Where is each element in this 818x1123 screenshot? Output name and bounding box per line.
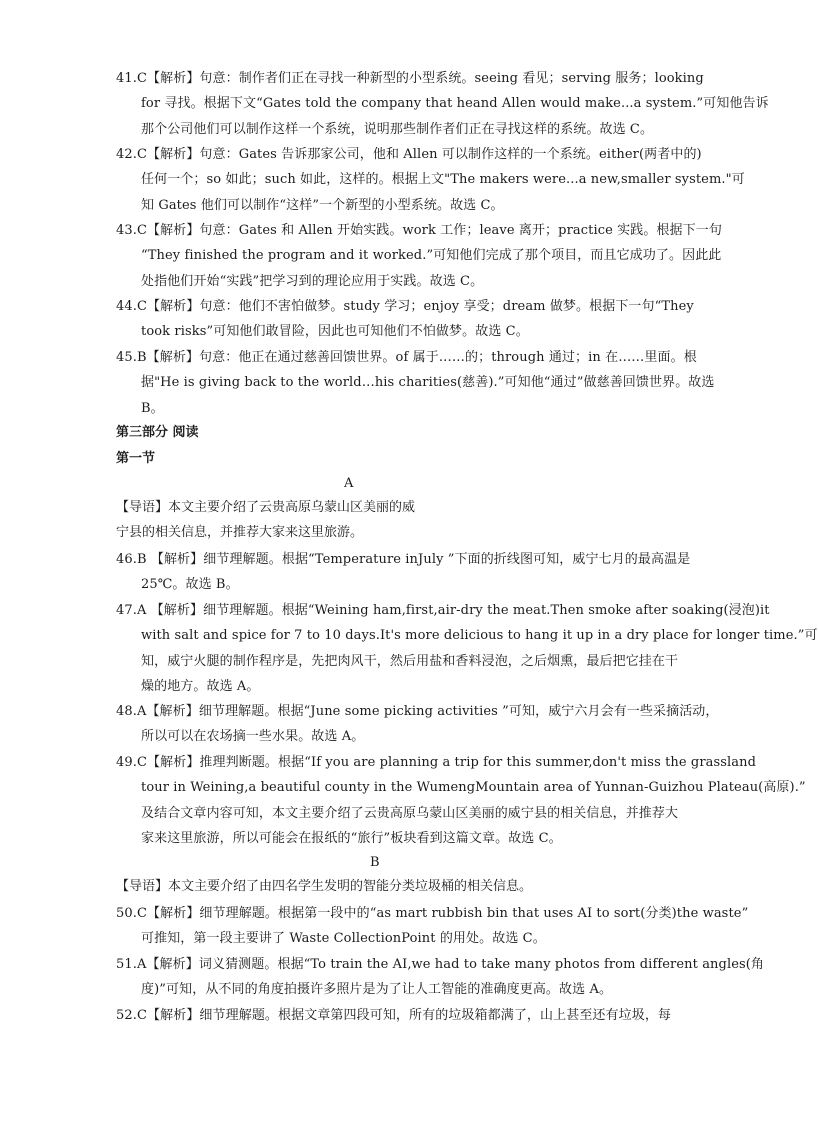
answer-51 <box>116 952 765 1003</box>
answer-41-line-2: for 寻找。根据下文“Gates told the company that heand Allen would make...a system.”可知他告诉 <box>141 96 769 112</box>
subsection-title: 第一节 <box>116 451 156 466</box>
passage-b-label: B <box>370 855 380 870</box>
guide-b-line-1: 【导语】本文主要介绍了由四名学生发明的智能分类垃圾桶的相关信息。 <box>116 879 533 894</box>
answer-44-line-2: took risks”可知他们敢冒险，因此也可知他们不怕做梦。故选 C。 <box>141 324 529 340</box>
section-title: 第三部分 阅读 <box>116 425 199 440</box>
answer-42-line-3: 知 Gates 他们可以制作“这样”一个新型的小型系统。故选 C。 <box>141 197 504 213</box>
answer-52-line-1: 52.C【解析】细节理解题。根据文章第四段可知，所有的垃圾箱都满了，山上甚至还有垃圾，每 <box>116 1008 672 1023</box>
guide-a <box>116 495 716 546</box>
answer-49-line-1: 49.C【解析】推理判断题。根据“If you are planning a trip for this summer,don't miss the grassland <box>116 755 757 770</box>
answer-47-line-3: 知，威宁火腿的制作程序是，先把肉风干，然后用盐和香料浸泡，之后烟熏，最后把它挂在干 <box>141 653 679 669</box>
answer-49 <box>116 750 806 852</box>
answer-52 <box>116 1003 716 1028</box>
answer-50-line-1: 50.C【解析】细节理解题。根据第一段中的“as mart rubbish bin that uses AI to sort(分类)the waste” <box>116 906 749 921</box>
answer-45-line-3: B。 <box>141 400 164 416</box>
guide-b <box>116 874 716 899</box>
answer-48-line-2: 所以可以在农场摘一些水果。故选 A。 <box>141 729 365 745</box>
answer-43-line-3: 处指他们开始“实践”把学习到的理论应用于实践。故选 C。 <box>141 273 484 289</box>
answer-41-line-1: 41.C【解析】句意：制作者们正在寻找一种新型的小型系统。seeing 看见；serving 服务；looking <box>116 71 704 86</box>
answer-46-line-2: 25℃。故选 B。 <box>141 577 239 593</box>
answer-49-line-4: 家来这里旅游，所以可能会在报纸的“旅行”板块看到这篇文章。故选 C。 <box>141 831 562 847</box>
answer-42 <box>116 142 745 218</box>
answer-50 <box>116 901 749 952</box>
answer-43 <box>116 218 722 294</box>
answer-48 <box>116 699 719 750</box>
answer-41 <box>116 66 769 142</box>
answer-47 <box>116 598 818 700</box>
answer-41-line-3: 那个公司他们可以制作这样一个系统，说明那些制作者们正在寻找这样的系统。故选 C。 <box>141 121 654 137</box>
answer-47-line-4: 燥的地方。故选 A。 <box>141 679 260 695</box>
answer-43-line-1: 43.C【解析】句意：Gates 和 Allen 开始实践。work 工作；leave 离开；practice 实践。根据下一句 <box>116 223 722 238</box>
answer-46-line-1: 46.B 【解析】细节理解题。根据“Temperature inJuly ”下面的折线图可知，威宁七月的最高温是 <box>116 552 691 567</box>
answer-46 <box>116 547 716 598</box>
answer-45 <box>116 345 716 421</box>
answer-47-line-2: with salt and spice for 7 to 10 days.It's more delicious to hang it up in a dry place for longer time.”可 <box>141 628 818 644</box>
answer-44 <box>116 294 716 345</box>
passage-a-label: A <box>344 476 354 491</box>
answer-45-line-2: 据"He is giving back to the world…his charities(慈善).”可知他“通过”做慈善回馈世界。故选 <box>141 375 715 391</box>
answer-49-line-3: 及结合文章内容可知，本文主要介绍了云贵高原乌蒙山区美丽的威宁县的相关信息，并推荐大 <box>141 805 679 821</box>
answer-45-line-1: 45.B【解析】句意：他正在通过慈善回馈世界。of 属于……的；through 通过；in 在……里面。根 <box>116 350 697 365</box>
answer-42-line-1: 42.C【解析】句意：Gates 告诉那家公司，他和 Allen 可以制作这样的一个系统。either(两者中的) <box>116 147 702 162</box>
answer-49-line-2: tour in Weining,a beautiful county in the WumengMountain area of Yunnan-Guizhou Plateau(高原).” <box>141 780 806 796</box>
guide-a-line-2: 宁县的相关信息，并推荐大家来这里旅游。 <box>116 525 364 541</box>
guide-a-line-1: 【导语】本文主要介绍了云贵高原乌蒙山区美丽的威 <box>116 500 416 515</box>
answer-48-line-1: 48.A【解析】细节理解题。根据“June some picking activities ”可知，威宁六月会有一些采摘活动， <box>116 704 719 719</box>
answer-44-line-1: 44.C【解析】句意：他们不害怕做梦。study 学习；enjoy 享受；dream 做梦。根据下一句“They <box>116 299 694 314</box>
answer-51-line-1: 51.A【解析】词义猜测题。根据“To train the AI,we had to take many photos from different angles(角 <box>116 957 765 972</box>
answer-50-line-2: 可推知，第一段主要讲了 Waste CollectionPoint 的用处。故选 C。 <box>141 931 546 947</box>
answer-47-line-1: 47.A 【解析】细节理解题。根据“Weining ham,first,air-dry the meat.Then smoke after soaking(浸泡)it <box>116 603 770 618</box>
answer-42-line-2: 任何一个；so 如此；such 如此，这样的。根据上文"The makers were...a new,smaller system."可 <box>141 172 745 188</box>
answer-43-line-2: “They finished the program and it worked.”可知他们完成了那个项目，而且它成功了。因此此 <box>141 248 722 264</box>
answer-51-line-2: 度)”可知，从不同的角度拍摄许多照片是为了让人工智能的准确度更高。故选 A。 <box>141 982 613 998</box>
